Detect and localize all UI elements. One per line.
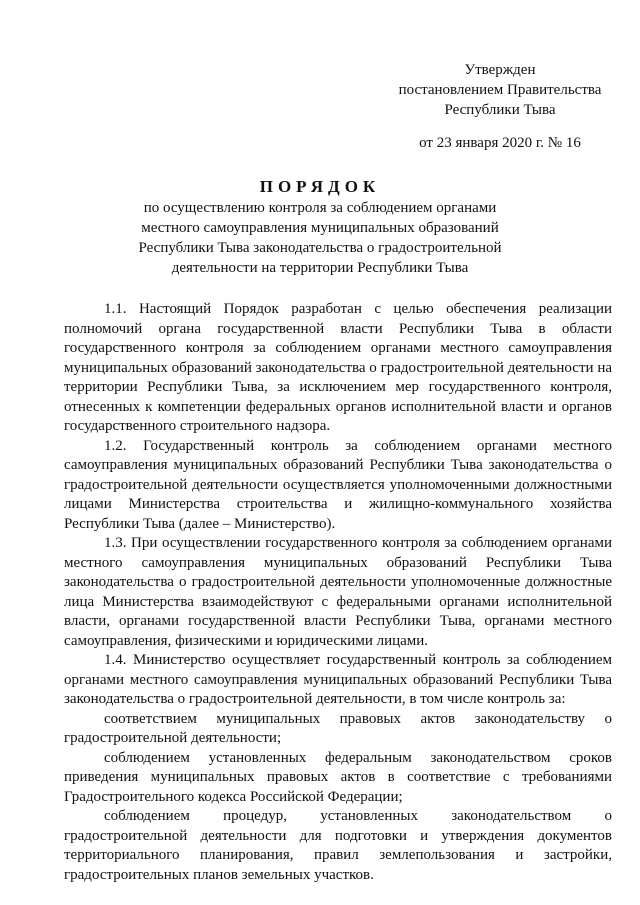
document-title [64,176,576,278]
list-item: соблюдением установленных федеральным законодательством сроков приведения муниципальных правовых актов в соответствие с требованиями Градостроительного кодекса Российской Федерации; [64,749,612,805]
approval-line: постановлением Правительства [398,82,602,98]
paragraph-1-3: 1.3. При осуществлении государственного контроля за соблюдением органами местного самоуправления муниципальных образований Республики Тыва законодательства о градостроительной деятельности уполномоченные должностные лица Министерства взаимодействуют с федеральными органами исполнительной власти, органами государственной власти Республики Тыва, органами местного самоуправления, физическими и юридическими лицами. [64,535,612,649]
document-body [64,300,612,885]
paragraph-1-2: 1.2. Государственный контроль за соблюдением органами местного самоуправления муниципальных образований Республики Тыва законодательства о градостроительной деятельности осуществляется уполномоченными должностными лицами Министерства строительства и жилищно-коммунального хозяйства Республики Тыва (далее – Министерство). [64,437,612,532]
approval-line: Республики Тыва [444,102,556,118]
paragraph-1-1: 1.1. Настоящий Порядок разработан с целью обеспечения реализации полномочий органа государственной власти Республики Тыва в области государственного контроля за соблюдением органами местного самоуправления муниципальных образований законодательства о градостроительной деятельности на территории Республики Тыва, за исключением мер государственного контроля, отнесенных к компетенции федеральных органов исполнительной власти и органов государственного строительного надзора. [64,301,612,434]
title-line: местного самоуправления муниципальных образований [141,220,499,236]
list-item: соответствием муниципальных правовых актов законодательству о градостроительной деятельности; [64,710,612,746]
approval-date: от 23 января 2020 г. № 16 [419,135,581,151]
title-heading: ПОРЯДОК [259,177,381,196]
title-line: деятельности на территории Республики Тыва [171,260,469,276]
approval-stamp [375,60,625,153]
title-line: по осуществлению контроля за соблюдением органами [143,200,497,216]
paragraph-1-4: 1.4. Министерство осуществляет государственный контроль за соблюдением органами местного самоуправления муниципальных образований Республики Тыва законодательства о градостроительной деятельности, в том числе контроль за: [64,652,612,707]
title-line: Республики Тыва законодательства о градостроительной [138,240,502,256]
approval-line: Утвержден [464,62,536,78]
list-item: соблюдением процедур, установленных законодательством о градостроительной деятельности для подготовки и утверждения документов территориального планирования, правил землепользования и застройки, градостроительных планов земельных участков. [64,808,612,883]
